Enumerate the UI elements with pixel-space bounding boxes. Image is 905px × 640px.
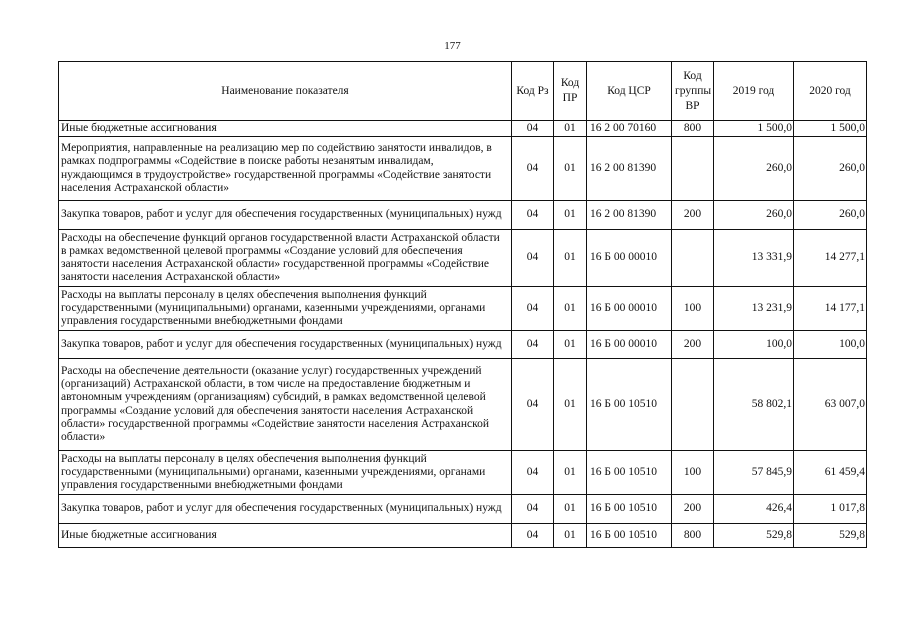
cell-2020: 260,0 [794, 137, 867, 201]
cell-pr: 01 [554, 121, 587, 137]
cell-rz: 04 [512, 201, 554, 230]
cell-pr: 01 [554, 495, 587, 524]
budget-table [58, 61, 867, 548]
cell-pr: 01 [554, 451, 587, 495]
cell-csr: 16 Б 00 10510 [587, 451, 672, 495]
cell-vr: 200 [672, 201, 714, 230]
cell-csr: 16 2 00 70160 [587, 121, 672, 137]
cell-2019: 260,0 [714, 137, 794, 201]
cell-csr: 16 Б 00 00010 [587, 230, 672, 287]
cell-name: Мероприятия, направленные на реализацию мер по содействию занятости инвалидов, в рамках подпрограммы «Содействие в поиске работы незанятым инвалидам, нуждающимся в трудоустройстве» государственной программы «Содействие занятости населения Астраханской области» [59, 137, 512, 201]
table-row [59, 121, 867, 137]
cell-vr [672, 230, 714, 287]
cell-csr: 16 Б 00 00010 [587, 287, 672, 331]
cell-2019: 13 331,9 [714, 230, 794, 287]
cell-rz: 04 [512, 495, 554, 524]
header-name: Наименование показателя [59, 62, 512, 121]
header-row [59, 62, 867, 121]
header-pr: Код ПР [554, 62, 587, 121]
table-row [59, 495, 867, 524]
cell-rz: 04 [512, 287, 554, 331]
cell-2019: 529,8 [714, 524, 794, 548]
cell-vr: 200 [672, 331, 714, 359]
cell-name: Закупка товаров, работ и услуг для обеспечения государственных (муниципальных) нужд [59, 331, 512, 359]
cell-2020: 63 007,0 [794, 359, 867, 451]
cell-2019: 57 845,9 [714, 451, 794, 495]
table-row [59, 524, 867, 548]
cell-name: Иные бюджетные ассигнования [59, 524, 512, 548]
cell-2020: 100,0 [794, 331, 867, 359]
cell-vr: 100 [672, 287, 714, 331]
cell-2019: 426,4 [714, 495, 794, 524]
cell-2019: 13 231,9 [714, 287, 794, 331]
cell-pr: 01 [554, 331, 587, 359]
cell-vr: 100 [672, 451, 714, 495]
cell-rz: 04 [512, 137, 554, 201]
header-rz: Код Рз [512, 62, 554, 121]
cell-vr [672, 137, 714, 201]
table-row [59, 287, 867, 331]
cell-pr: 01 [554, 359, 587, 451]
header-2020: 2020 год [794, 62, 867, 121]
table-header [59, 62, 867, 121]
table-row [59, 230, 867, 287]
cell-rz: 04 [512, 331, 554, 359]
table-row [59, 359, 867, 451]
cell-2020: 14 177,1 [794, 287, 867, 331]
cell-pr: 01 [554, 287, 587, 331]
cell-2020: 61 459,4 [794, 451, 867, 495]
cell-name: Закупка товаров, работ и услуг для обеспечения государственных (муниципальных) нужд [59, 201, 512, 230]
cell-pr: 01 [554, 524, 587, 548]
cell-name: Расходы на обеспечение функций органов государственной власти Астраханской области в рамках ведомственной целевой программы «Создание условий для обеспечения занятости населения Астраханской области» государственной программы «Содействие занятости населения Астраханской области» [59, 230, 512, 287]
table-row [59, 137, 867, 201]
cell-name: Закупка товаров, работ и услуг для обеспечения государственных (муниципальных) нужд [59, 495, 512, 524]
cell-2020: 1 500,0 [794, 121, 867, 137]
cell-2020: 529,8 [794, 524, 867, 548]
cell-name: Расходы на выплаты персоналу в целях обеспечения выполнения функций государственными (муниципальными) органами, казенными учреждениями, органами управления государственными внебюджетными фондами [59, 451, 512, 495]
cell-name: Иные бюджетные ассигнования [59, 121, 512, 137]
cell-csr: 16 2 00 81390 [587, 137, 672, 201]
cell-rz: 04 [512, 359, 554, 451]
cell-csr: 16 Б 00 10510 [587, 359, 672, 451]
cell-csr: 16 2 00 81390 [587, 201, 672, 230]
cell-name: Расходы на выплаты персоналу в целях обеспечения выполнения функций государственными (муниципальными) органами, казенными учреждениями, органами управления государственными внебюджетными фондами [59, 287, 512, 331]
cell-pr: 01 [554, 137, 587, 201]
header-2019: 2019 год [714, 62, 794, 121]
cell-vr: 800 [672, 524, 714, 548]
cell-rz: 04 [512, 524, 554, 548]
cell-2019: 100,0 [714, 331, 794, 359]
cell-pr: 01 [554, 201, 587, 230]
table-row [59, 331, 867, 359]
cell-csr: 16 Б 00 10510 [587, 495, 672, 524]
cell-rz: 04 [512, 451, 554, 495]
table-row [59, 451, 867, 495]
cell-vr: 200 [672, 495, 714, 524]
header-csr: Код ЦСР [587, 62, 672, 121]
table-row [59, 201, 867, 230]
header-vr: Код группы ВР [672, 62, 714, 121]
cell-2019: 260,0 [714, 201, 794, 230]
cell-2020: 14 277,1 [794, 230, 867, 287]
cell-rz: 04 [512, 121, 554, 137]
cell-rz: 04 [512, 230, 554, 287]
cell-csr: 16 Б 00 00010 [587, 331, 672, 359]
cell-vr [672, 359, 714, 451]
cell-2020: 260,0 [794, 201, 867, 230]
table-body [59, 121, 867, 548]
cell-2019: 58 802,1 [714, 359, 794, 451]
cell-vr: 800 [672, 121, 714, 137]
cell-2019: 1 500,0 [714, 121, 794, 137]
page-number: 177 [444, 40, 461, 52]
cell-csr: 16 Б 00 10510 [587, 524, 672, 548]
cell-2020: 1 017,8 [794, 495, 867, 524]
cell-name: Расходы на обеспечение деятельности (оказание услуг) государственных учреждений (организаций) Астраханской области, в том числе на предоставление бюджетным и автономным учреждениям (организациям) субсидий, в рамках ведомственной целевой программы «Создание условий для обеспечения занятости населения Астраханской области» государственной программы «Содействие занятости населения Астраханской области» [59, 359, 512, 451]
cell-pr: 01 [554, 230, 587, 287]
